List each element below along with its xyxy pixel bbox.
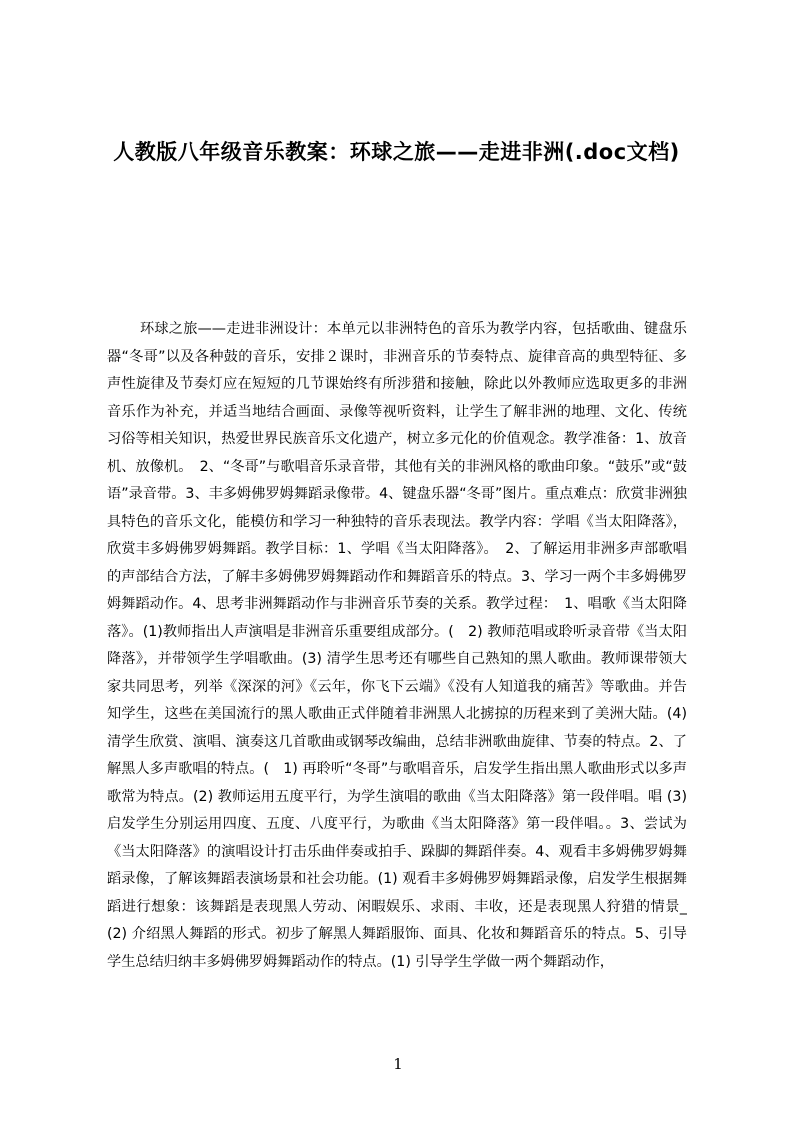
page-number: 1 [393,1055,403,1073]
document-body-text: 环球之旅——走进非洲设计：本单元以非洲特色的音乐为教学内容，包括歌曲、键盘乐器“冬哥”以及各种鼓的音乐，安排２课时，非洲音乐的节奏特点、旋律音高的典型特征、多声性旋律及节奏灯应在短短的几节课始终有所涉猎和接触，除此以外教师应选取更多的非洲音乐作为补充，并适当地结合画面、录像等视听资料，让学生了解非洲的地理、文化、传统习俗等相关知识，热爱世界民族音乐文化遗产，树立多元化的价值观念。教学准备：1、放音机、放像机。 2、“冬哥”与歌唱音乐录音带，其他有关的非洲风格的歌曲印象。“鼓乐”或“鼓语”录音带。3、丰多姆佛罗姆舞蹈录像带。4、键盘乐器“冬哥”图片。重点难点：欣赏非洲独具特色的音乐文化，能模仿和学习一种独特的音乐表现法。教学内容：学唱《当太阳降落》，欣赏丰多姆佛罗姆舞蹈。教学目标：1、学唱《当太阳降落》。 2、了解运用非洲多声部歌唱的声部结合方法，了解丰多姆佛罗姆舞蹈动作和舞蹈音乐的特点。3、学习一两个丰多姆佛罗姆舞蹈动作。4、思考非洲舞蹈动作与非洲音乐节奏的关系。教学过程： 1、唱歌《当太阳降落》。(1)教师指出人声演唱是非洲音乐重要组成部分。( 2) 教师范唱或聆听录音带《当太阳降落》，并带领学生学唱歌曲。(3) 清学生思考还有哪些自己熟知的黑人歌曲。教师课带领大家共同思考，列举《深深的河》《云年，你飞下云端》《没有人知道我的痛苦》等歌曲。并告知学生，这些在美国流行的黑人歌曲正式伴随着非洲黑人北掳掠的历程来到了美洲大陆。(4) 清学生欣赏、演唱、演奏这几首歌曲或钢琴改编曲，总结非洲歌曲旋律、节奏的特点。2、了解黑人多声歌唱的特点。( 1) 再聆听“冬哥”与歌唱音乐，启发学生指出黑人歌曲形式以多声歌常为特点。(2) 教师运用五度平行，为学生演唱的歌曲《当太阳降落》第一段伴唱。唱 (3) 启发学生分别运用四度、五度、八度平行，为歌曲《当太阳降落》第一段伴唱。。3、尝试为《当太阳降落》的演唱设计打击乐曲伴奏或拍手、跺脚的舞蹈伴奏。4、观看丰多姆佛罗姆舞蹈录像，了解该舞蹈表演场景和社会功能。(1) 观看丰多姆佛罗姆舞蹈录像，启发学生根据舞蹈进行想象：该舞蹈是表现黑人劳动、闲暇娱乐、求雨、丰收，还是表现黑人狩猎的情景_(2) 介绍黑人舞蹈的形式。初步了解黑人舞蹈服饰、面具、化妆和舞蹈音乐的特点。5、引导学生总结归纳丰多姆佛罗姆舞蹈动作的特点。(1) 引导学生学做一两个舞蹈动作， [107,321,687,970]
document-title: 人教版八年级音乐教案：环球之旅——走进非洲(.doc文档) [113,140,680,164]
